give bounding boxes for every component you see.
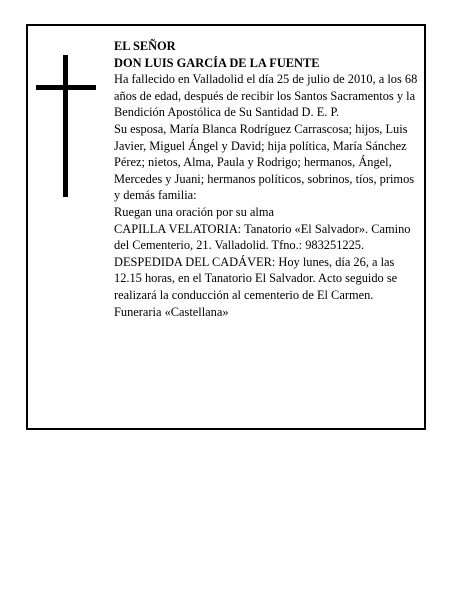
funeral-home: Funeraria «Castellana» [114,304,229,319]
family-list: Su esposa, María Blanca Rodríguez Carrascosa; hijos, Luis Javier, Miguel Ángel y David; hija política, María Sánchez Pérez; nietos, Alma, Paula y Rodrigo; hermanos, Ángel, Mercedes y Juani; hermanos políticos, sobrinos, tíos, primos y demás familia: [114,121,415,203]
death-announcement: Ha fallecido en Valladolid el día 25 de julio de 2010, a los 68 años de edad, después de recibir los Santos Sacramentos y la Bendición Apostólica de Su Santidad D. E. P. [114,72,418,120]
cross-icon [36,55,96,197]
prayer-request: Ruegan una oración por su alma [114,204,274,219]
wake-location: CAPILLA VELATORIA: Tanatorio «El Salvador». Camino del Cementerio, 21. Valladolid. Tfno.: 983251225. [114,221,411,253]
cross-horizontal-bar [36,85,96,90]
cross-vertical-bar [63,55,68,197]
deceased-name: DON LUIS GARCÍA DE LA FUENTE [114,55,320,70]
funeral-details: DESPEDIDA DEL CADÁVER: Hoy lunes, día 26, a las 12.15 horas, en el Tanatorio El Salvador. Acto seguido se realizará la conducción al cementerio de El Carmen. [114,254,398,302]
notice-text [114,38,422,320]
deceased-title: EL SEÑOR [114,39,176,53]
